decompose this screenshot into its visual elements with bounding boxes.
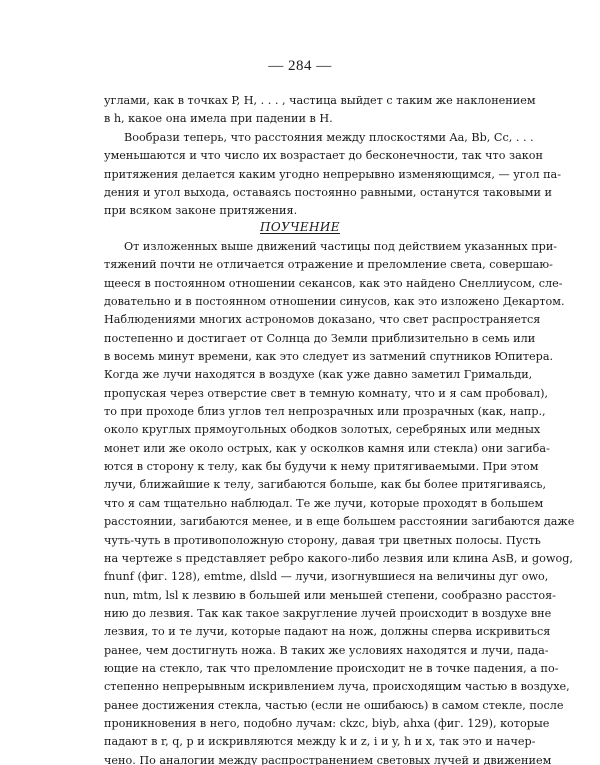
text-line: падают в r, q, p и искривляются между k и z, i и y, h и x, так это и начер- bbox=[104, 735, 536, 749]
text-line: ранее, чем достигнуть ножа. В таких же условиях находятся и лучи, пада- bbox=[104, 643, 549, 657]
text-line: в h, какое она имела при падении в H. bbox=[104, 112, 333, 126]
text-line: чено. По аналогии между распространением световых лучей и движением bbox=[104, 753, 552, 765]
text-line: ранее достижения стекла, частью (если не ошибаюсь) в самом стекле, после bbox=[104, 698, 564, 712]
text-line: лезвия, то и те лучи, которые падают на нож, должны сперва искривиться bbox=[104, 625, 551, 639]
text-line: чуть-чуть в противоположную сторону, давая три цветных полосы. Пусть bbox=[104, 533, 541, 547]
paragraph-2 bbox=[104, 129, 561, 221]
text-line: около круглых прямоугольных ободков золотых, серебряных или медных bbox=[104, 423, 541, 437]
text-line: nun, mtm, lsl к лезвию в большей или меньшей степени, сообразно расстоя- bbox=[104, 588, 556, 602]
text-line: то при проходе близ углов тел непрозрачных или прозрачных (как, напр., bbox=[104, 405, 546, 419]
text-line: при всяком законе притяжения. bbox=[104, 204, 298, 218]
page-number: — 284 — bbox=[268, 58, 332, 74]
text-line: лучи, ближайшие к телу, загибаются больше, как бы более притягиваясь, bbox=[104, 478, 547, 492]
text-line: Когда же лучи находятся в воздухе (как уже давно заметил Гримальди, bbox=[104, 368, 533, 382]
paragraph-3 bbox=[104, 238, 575, 765]
text-line: нию до лезвия. Так как такое закругление лучей происходит в воздухе вне bbox=[104, 606, 552, 620]
text-line: притяжения делается каким угодно непрерывно изменяющимся, — угол па- bbox=[104, 167, 561, 181]
paragraph-continuation bbox=[104, 92, 536, 129]
text-line: монет или же около острых, как у осколков камня или стекла) они загиба- bbox=[104, 441, 550, 455]
text-line: уменьшаются и что число их возрастает до бесконечности, так что закон bbox=[104, 149, 543, 163]
text-line: на чертеже s представляет ребро какого-либо лезвия или клина AsB, и gowog, bbox=[104, 551, 573, 565]
section-heading: ПОУЧЕНИЕ bbox=[260, 220, 340, 234]
text-line: ющие на стекло, так что преломление происходит не в точке падения, а по- bbox=[104, 661, 559, 675]
text-line: Наблюдениями многих астрономов доказано, что свет распространяется bbox=[104, 313, 541, 327]
text-line: щееся в постоянном отношении секансов, как это найдено Снеллиусом, сле- bbox=[104, 276, 563, 290]
text-line: степенно непрерывным искривлением луча, происходящим частью в воздухе, bbox=[104, 680, 570, 694]
text-line: дения и угол выхода, оставаясь постоянно равными, останутся таковыми и bbox=[104, 186, 552, 200]
text-line: пропуская через отверстие свет в темную комнату, что и я сам пробовал), bbox=[104, 386, 549, 400]
text-line: постепенно и достигает от Солнца до Земли приблизительно в семь или bbox=[104, 331, 536, 345]
text-line: Вообрази теперь, что расстояния между плоскостями Aa, Bb, Cc, . . . bbox=[124, 131, 534, 144]
text-line: проникновения в него, подобно лучам: ckzc, biyb, ahxa (фиг. 129), которые bbox=[104, 716, 550, 730]
text-line: что я сам тщательно наблюдал. Те же лучи, которые проходят в большем bbox=[104, 496, 544, 510]
text-line: в восемь минут времени, как это следует из затмений спутников Юпитера. bbox=[104, 350, 554, 364]
text-line: довательно и в постоянном отношении синусов, как это изложено Декартом. bbox=[104, 295, 565, 309]
text-line: ются в сторону к телу, как бы будучи к нему притягиваемыми. При этом bbox=[104, 460, 539, 474]
text-line: тяжений почти не отличается отражение и преломление света, совершаю- bbox=[104, 258, 553, 272]
text-line: fnunf (фиг. 128), emtme, dlsld — лучи, изогнувшиеся на величины дуг owo, bbox=[104, 570, 549, 584]
text-line: расстоянии, загибаются менее, и в еще большем расстоянии загибаются даже bbox=[104, 515, 575, 529]
text-line: От изложенных выше движений частицы под действием указанных при- bbox=[124, 240, 558, 253]
text-line: углами, как в точках P, H, . . . , частица выйдет с таким же наклонением bbox=[104, 94, 536, 107]
